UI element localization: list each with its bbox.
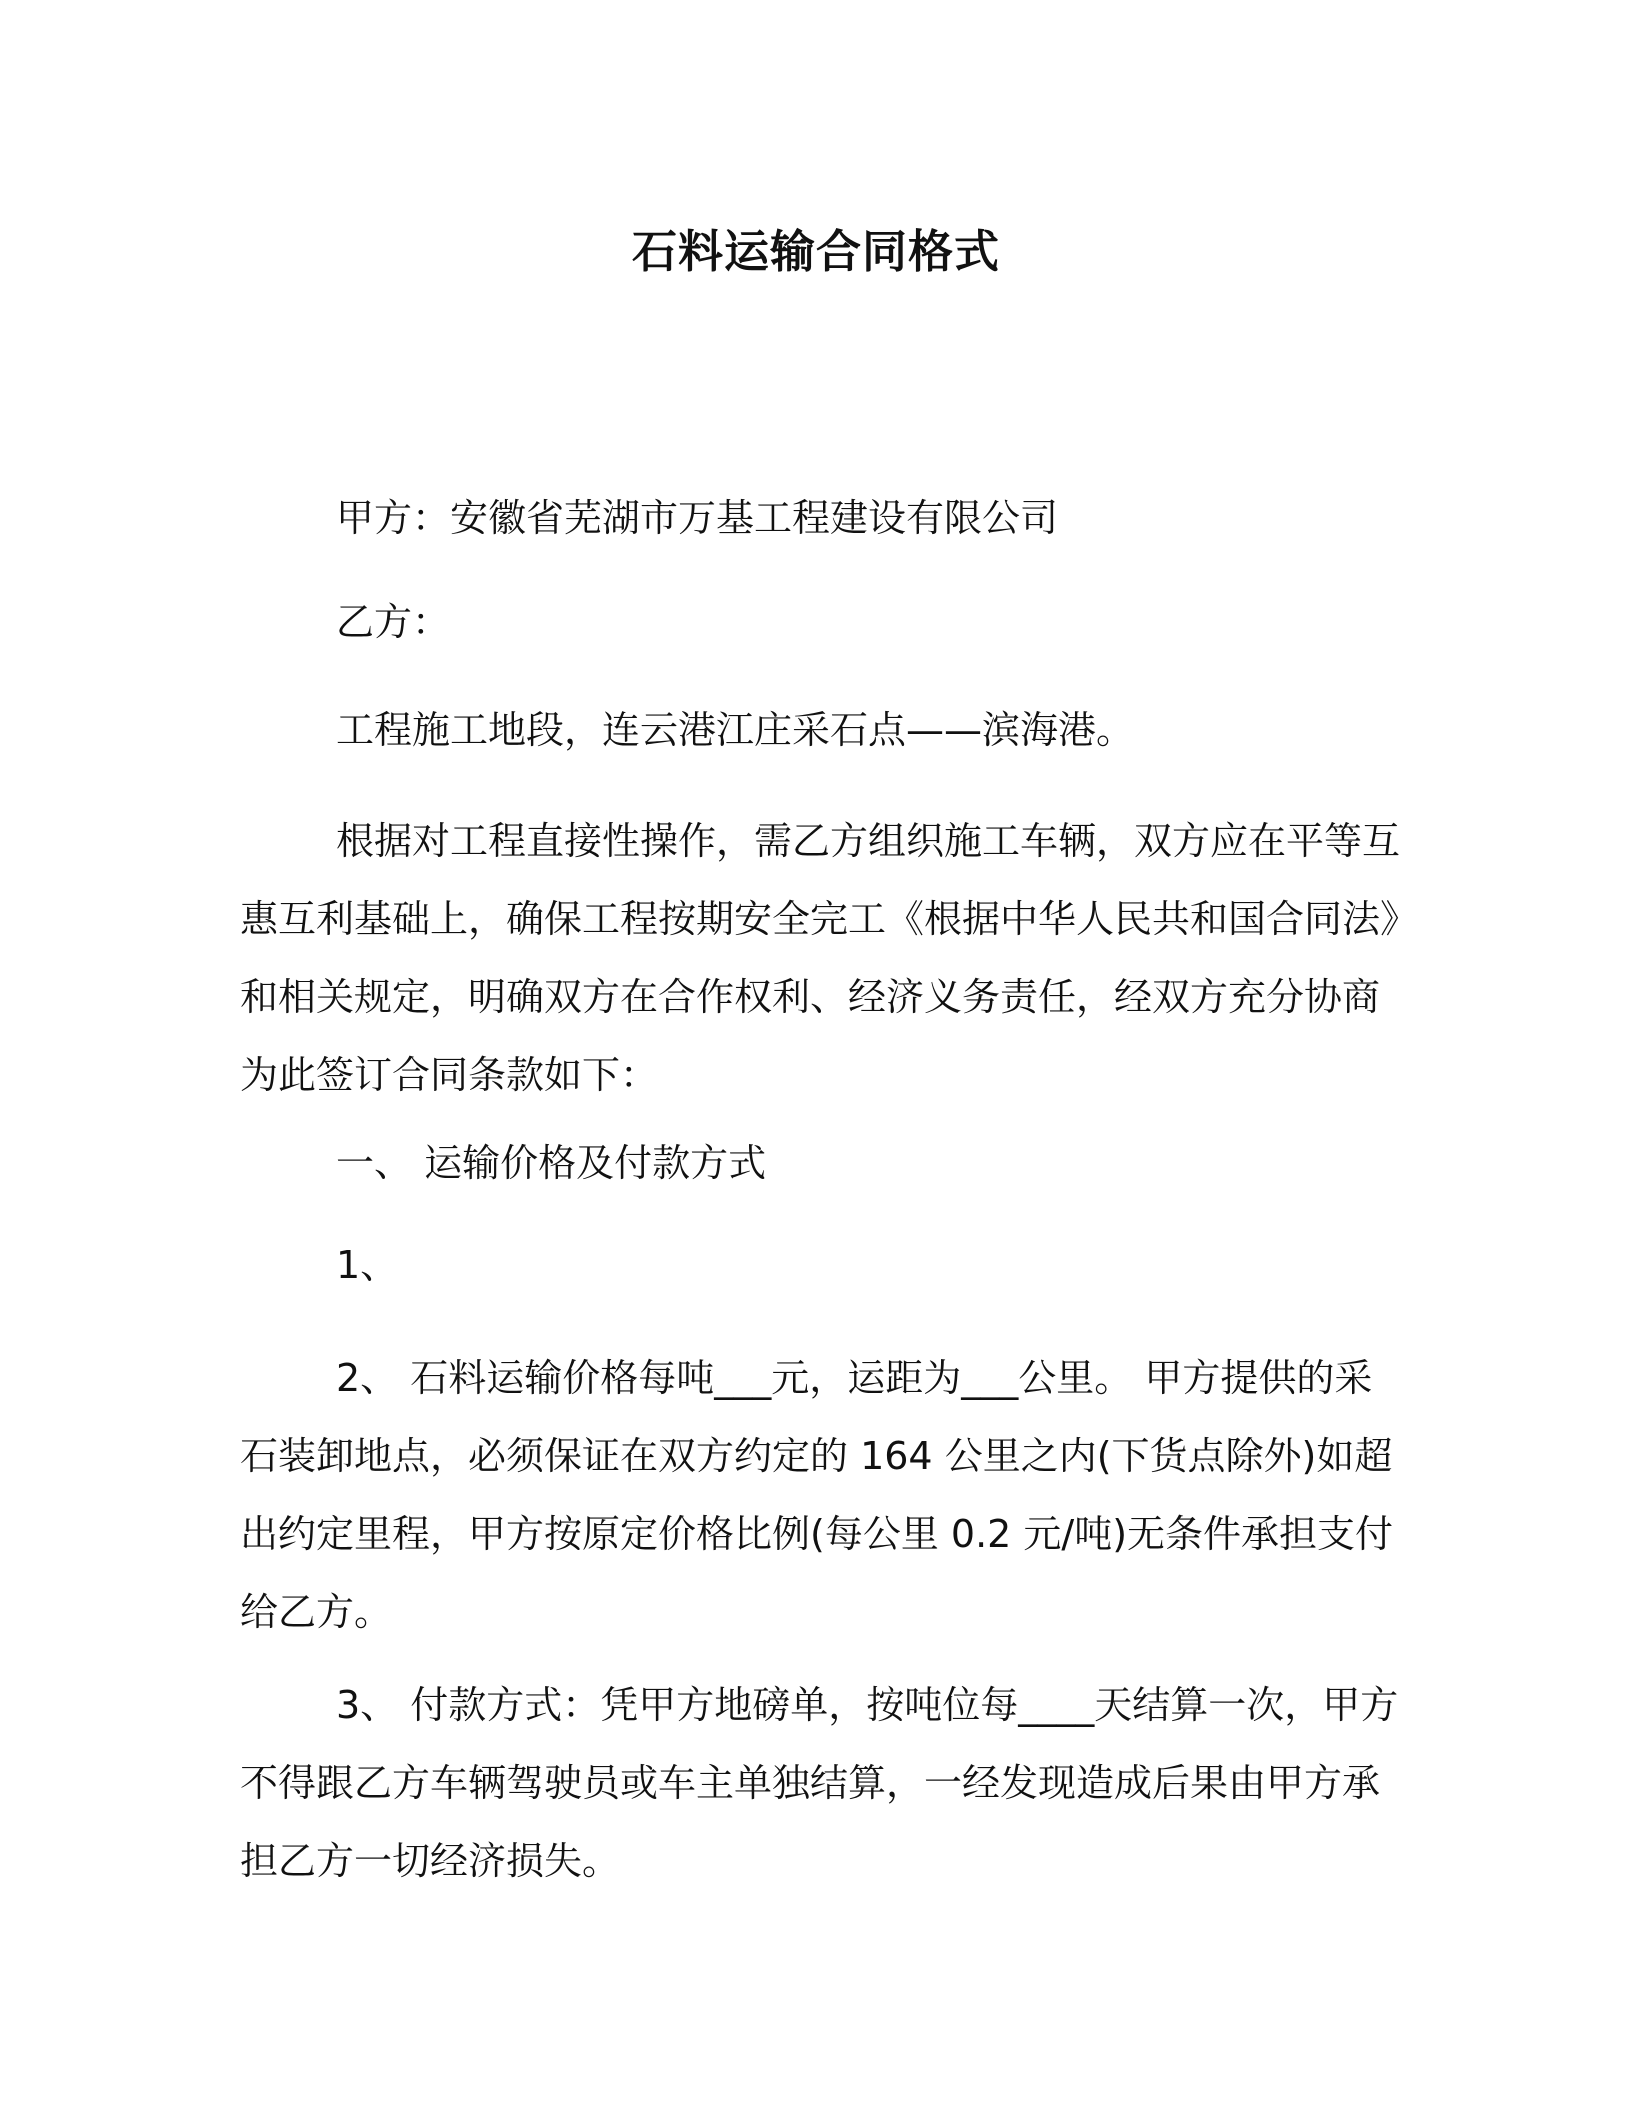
item-2-line: 出约定里程，甲方按原定价格比例(每公里 0.2 元/吨)无条件承担支付 bbox=[240, 1512, 1394, 1556]
item-3-line: 担乙方一切经济损失。 bbox=[240, 1839, 621, 1883]
item-3-paragraph bbox=[240, 1666, 1399, 1900]
item-2-line: 石装卸地点，必须保证在双方约定的 164 公里之内(下货点除外)如超 bbox=[240, 1434, 1393, 1478]
item-3-line: 不得跟乙方车辆驾驶员或车主单独结算，一经发现造成后果由甲方承 bbox=[240, 1761, 1381, 1805]
intro-line: 为此签订合同条款如下： bbox=[240, 1053, 659, 1097]
site-line: 工程施工地段，连云港江庄采石点——滨海港。 bbox=[336, 708, 1135, 752]
intro-paragraph bbox=[240, 802, 1419, 1114]
document-title: 石料运输合同格式 bbox=[631, 225, 1000, 278]
intro-line: 根据对工程直接性操作，需乙方组织施工车辆，双方应在平等互 bbox=[336, 819, 1401, 863]
item-2-line: 给乙方。 bbox=[240, 1590, 393, 1634]
item-2-paragraph bbox=[240, 1339, 1394, 1651]
intro-line: 和相关规定，明确双方在合作权利、经济义务责任，经双方充分协商 bbox=[240, 975, 1381, 1019]
party-a-line: 甲方：安徽省芜湖市万基工程建设有限公司 bbox=[336, 496, 1059, 540]
item-1: 1、 bbox=[336, 1243, 399, 1287]
item-2-line: 2、 石料运输价格每吨___元，运距为___公里。 甲方提供的采 bbox=[336, 1356, 1373, 1400]
intro-line: 惠互利基础上，确保工程按期安全完工《根据中华人民共和国合同法》 bbox=[240, 897, 1419, 941]
section-heading: 一、 运输价格及付款方式 bbox=[336, 1141, 767, 1185]
item-3-line: 3、 付款方式：凭甲方地磅单，按吨位每____天结算一次，甲方 bbox=[336, 1683, 1399, 1727]
party-b-line: 乙方： bbox=[336, 600, 451, 644]
